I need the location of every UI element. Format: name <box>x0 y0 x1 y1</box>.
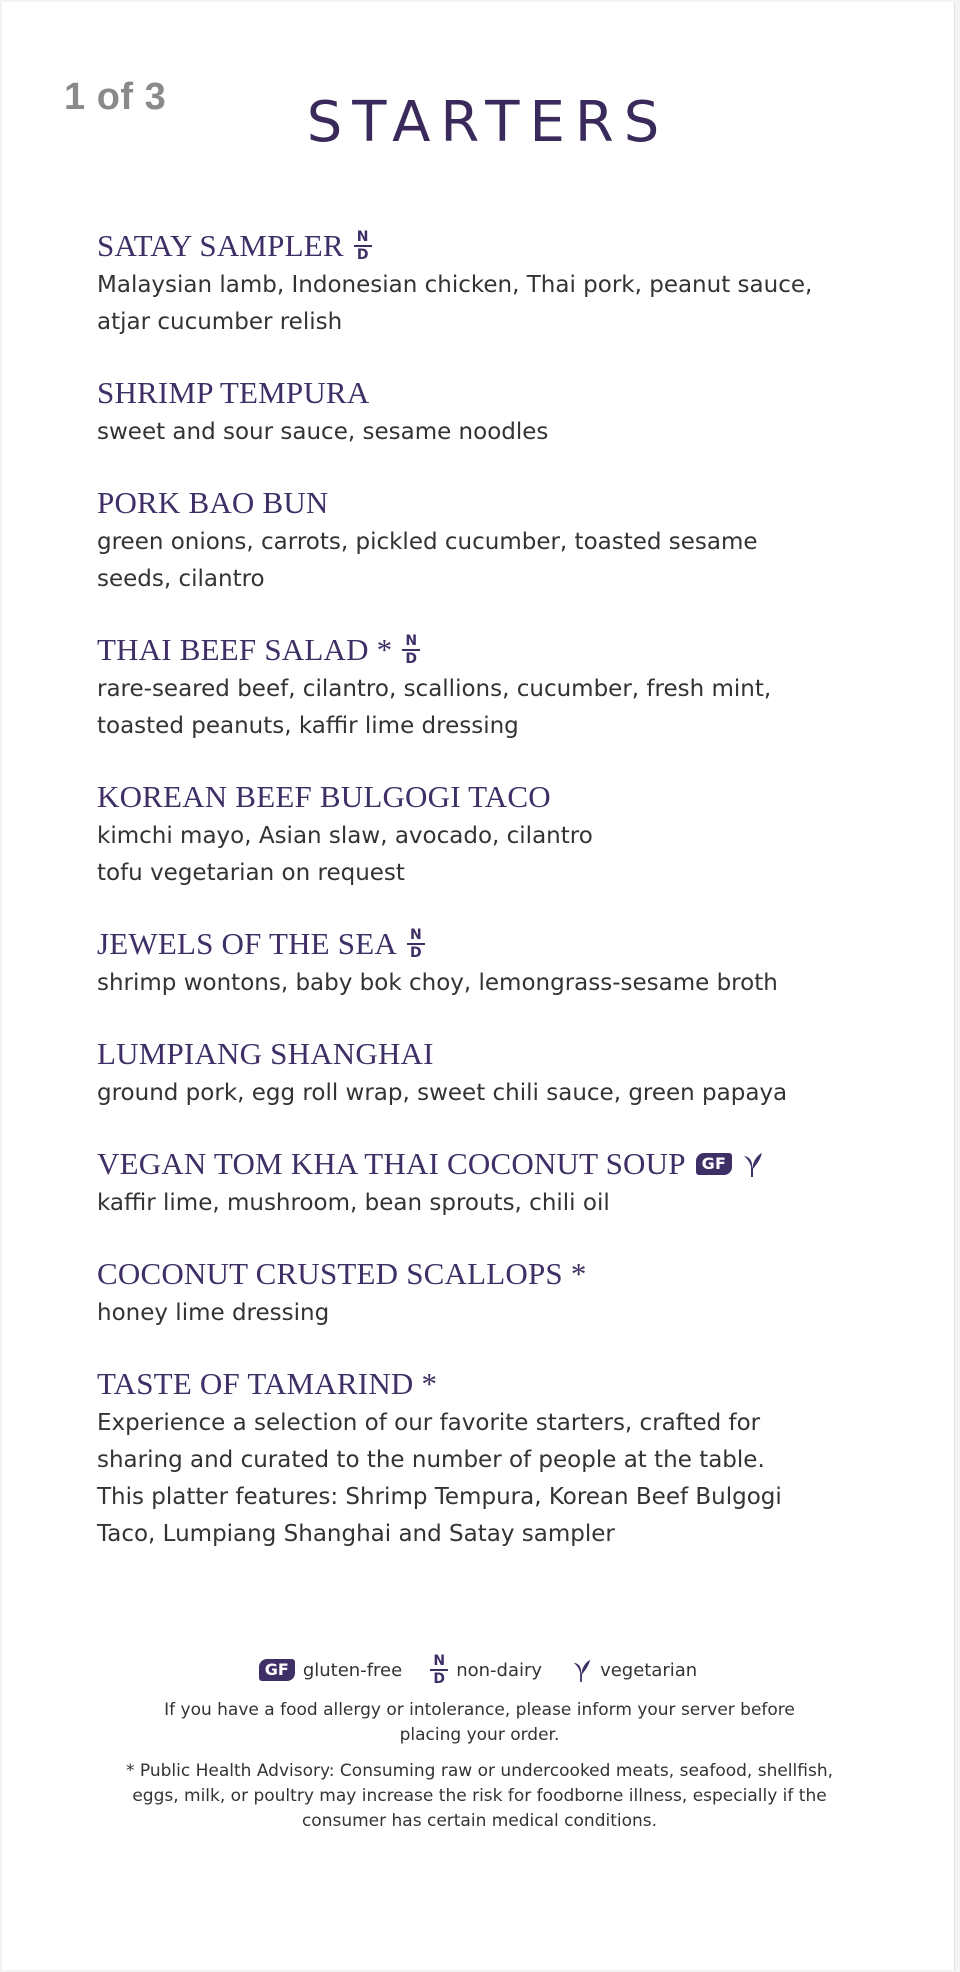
menu-list <box>97 227 877 1586</box>
menu-item-taste-of-tamarind <box>97 1365 877 1553</box>
item-name: JEWELS OF THE SEA <box>97 926 397 961</box>
public-health-advisory: * Public Health Advisory: Consuming raw or undercooked meats, seafood, shellfish, eggs, milk, or poultry may increase the risk for foodborne illness, especially if the consumer has certain medical conditions. <box>125 1761 833 1831</box>
item-name: PORK BAO BUN <box>97 485 329 520</box>
non-dairy-icon: N D <box>430 1654 448 1686</box>
allergy-note: If you have a food allergy or intolerance, please inform your server before placing your order. <box>164 1700 795 1745</box>
item-name: SATAY SAMPLER <box>97 228 344 263</box>
non-dairy-icon: N D <box>354 230 372 262</box>
menu-item-shrimp-tempura <box>97 374 877 451</box>
gluten-free-icon: GF <box>259 1659 295 1681</box>
page-counter: 1 of 3 <box>64 76 167 118</box>
item-name: KOREAN BEEF BULGOGI TACO <box>97 779 551 814</box>
item-description: kaffir lime, mushroom, bean sprouts, chili oil <box>97 1190 610 1216</box>
menu-item-lumpiang-shanghai <box>97 1035 877 1112</box>
item-description: kimchi mayo, Asian slaw, avocado, cilantro tofu vegetarian on request <box>97 823 593 886</box>
menu-item-jewels-of-the-sea <box>97 925 877 1002</box>
item-name: COCONUT CRUSTED SCALLOPS * <box>97 1256 587 1291</box>
item-description: sweet and sour sauce, sesame noodles <box>97 419 549 445</box>
menu-item-korean-beef-bulgogi-taco <box>97 778 877 892</box>
menu-page <box>2 2 955 1970</box>
menu-item-vegan-tom-kha <box>97 1145 877 1222</box>
vegetarian-icon <box>570 1657 592 1683</box>
item-description: shrimp wontons, baby bok choy, lemongrass-sesame broth <box>97 970 778 996</box>
menu-item-coconut-crusted-scallops <box>97 1255 877 1332</box>
item-description: Malaysian lamb, Indonesian chicken, Thai pork, peanut sauce, atjar cucumber relish <box>97 272 813 335</box>
page-title: STARTERS <box>306 90 670 155</box>
item-description: green onions, carrots, pickled cucumber, toasted sesame seeds, cilantro <box>97 529 758 592</box>
gluten-free-icon: GF <box>696 1153 732 1175</box>
menu-item-pork-bao-bun <box>97 484 877 598</box>
legend-gluten-free: GF gluten-free <box>259 1659 402 1681</box>
item-description: rare-seared beef, cilantro, scallions, cucumber, fresh mint, toasted peanuts, kaffir lime dressing <box>97 676 772 739</box>
item-description: ground pork, egg roll wrap, sweet chili sauce, green papaya <box>97 1080 788 1106</box>
legend-vegetarian: vegetarian <box>570 1657 697 1683</box>
item-name: LUMPIANG SHANGHAI <box>97 1036 434 1071</box>
non-dairy-icon: N D <box>402 634 420 666</box>
dietary-legend <box>2 1654 954 1686</box>
item-name: TASTE OF TAMARIND * <box>97 1366 438 1401</box>
item-description: Experience a selection of our favorite starters, crafted for sharing and curated to the number of people at the table. This platter features: Shrimp Tempura, Korean Beef Bulgogi Taco, Lumpiang Shanghai and Satay sampler <box>97 1410 782 1547</box>
item-name: THAI BEEF SALAD * <box>97 632 393 667</box>
item-name: VEGAN TOM KHA THAI COCONUT SOUP <box>97 1146 686 1181</box>
item-description: honey lime dressing <box>97 1300 330 1326</box>
non-dairy-icon: N D <box>407 928 425 960</box>
item-name: SHRIMP TEMPURA <box>97 375 370 410</box>
menu-item-thai-beef-salad <box>97 631 877 745</box>
menu-item-satay-sampler <box>97 227 877 341</box>
legend-non-dairy: N D non-dairy <box>430 1654 542 1686</box>
vegetarian-icon <box>740 1150 764 1178</box>
